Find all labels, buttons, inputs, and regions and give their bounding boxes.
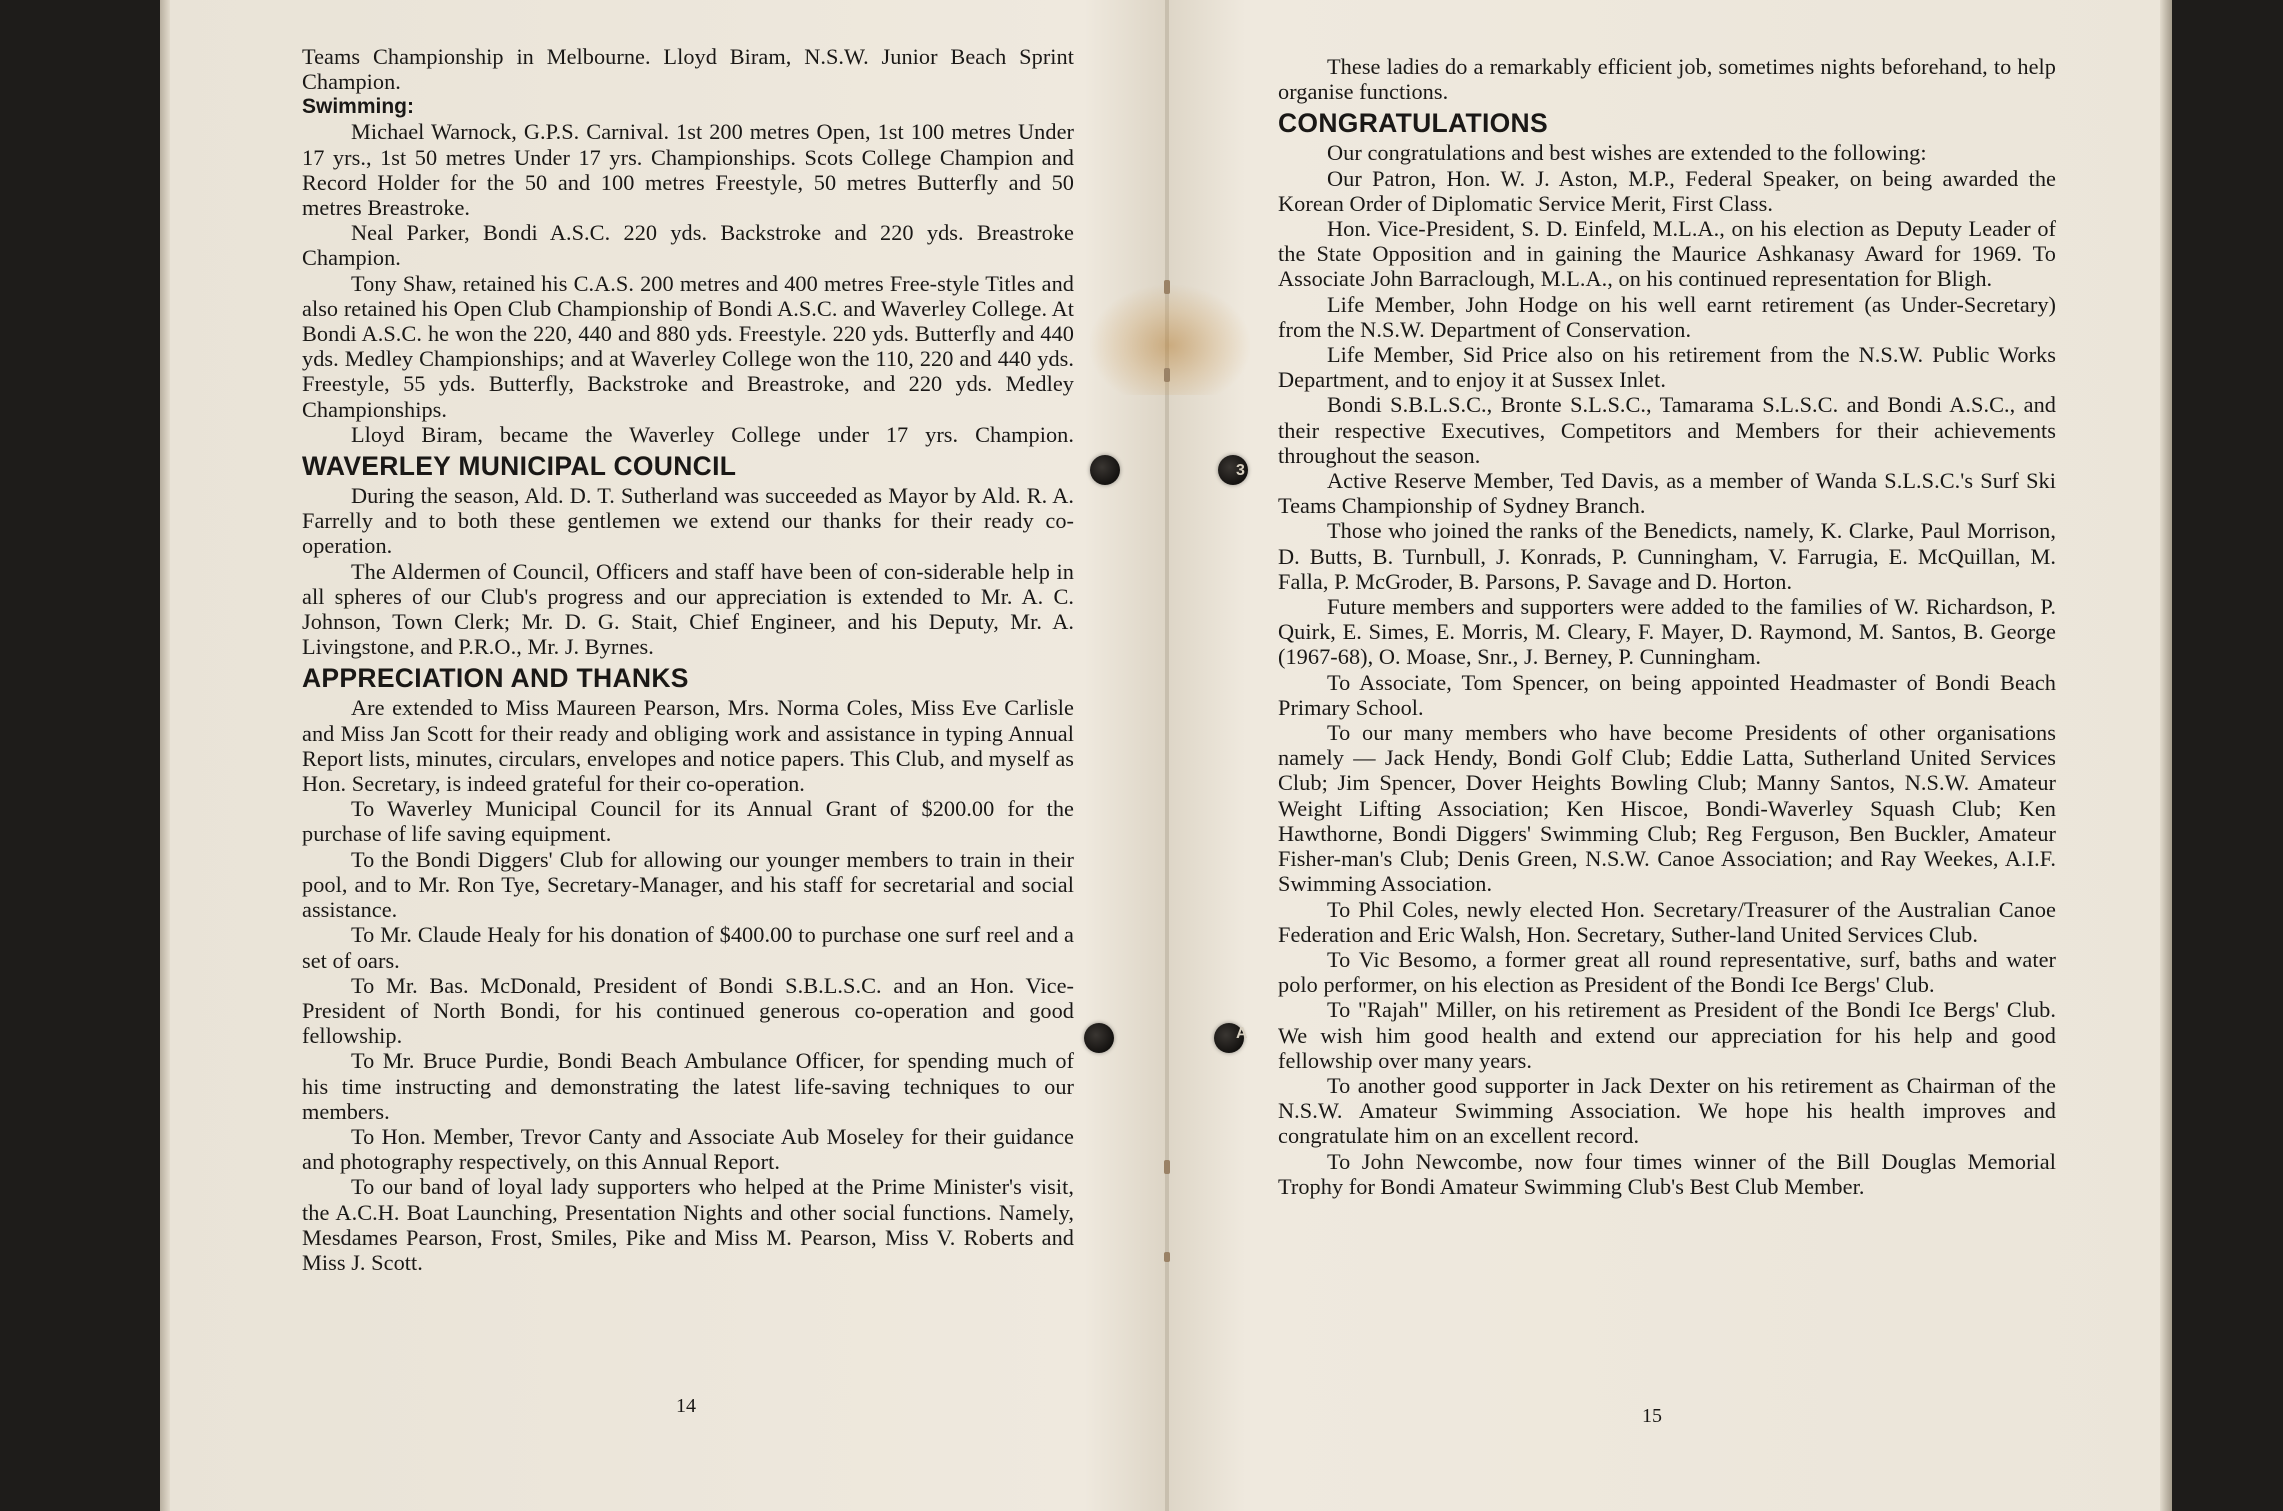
page-edge-right (2160, 0, 2172, 1511)
paragraph: Future members and supporters were added to the families of W. Richardson, P. Quirk, E. Simes, E. Morris, M. Cleary, F. Mayer, D. Raymond, M. Santos, B. George (1967-68), O. Moase, Snr., J. Berney, P. Cunningham. (1278, 594, 2056, 670)
swimming-subheading: Swimming: (302, 95, 415, 119)
punch-hole (1090, 455, 1120, 485)
paragraph: To another good supporter in Jack Dexter on his retirement as Chairman of the N.S.W. Amateur Swimming Association. We hope his health improves and congratulate him on an excellent record. (1278, 1072, 2056, 1149)
section-heading-council: WAVERLEY MUNICIPAL COUNCIL (302, 451, 737, 482)
staple-mark (1164, 1252, 1170, 1262)
staple-mark (1164, 368, 1170, 382)
paragraph: The Aldermen of Council, Officers and staff have been of con-siderable help in all spheres of our Club's progress and our appreciation is extended to Mr. A. C. Johnson, Town Clerk; Mr. D. G. Stait, Chief Engineer, and his Deputy, Mr. A. Livingstone, and P.R.O., Mr. J. Byrnes. (302, 558, 1074, 660)
paragraph: Life Member, Sid Price also on his retirement from the N.S.W. Public Works Department, and to enjoy it at Sussex Inlet. (1278, 342, 2056, 393)
paragraph: To the Bondi Diggers' Club for allowing our younger members to train in their pool, and to Mr. Ron Tye, Secretary-Manager, and his staff for secretarial and social assistance. (302, 846, 1074, 923)
page-number-left: 14 (676, 1395, 696, 1417)
paragraph: Those who joined the ranks of the Benedicts, namely, K. Clarke, Paul Morrison, D. Butts, B. Turnbull, J. Konrads, P. Cunningham, V. Farrugia, E. McQuillan, M. Falla, P. McGroder, B. Parsons, P. Savage and D. Horton. (1278, 518, 2056, 594)
paragraph: During the season, Ald. D. T. Sutherland was succeeded as Mayor by Ald. R. A. Farrelly and to both these gentlemen we extend our thanks for their ready co-operation. (302, 483, 1074, 559)
paragraph: To John Newcombe, now four times winner of the Bill Douglas Memorial Trophy for Bondi Amateur Swimming Club's Best Club Member. (1278, 1148, 2056, 1199)
paragraph: To "Rajah" Miller, on his retirement as President of the Bondi Ice Bergs' Club. We wish him good health and extend our appreciation for his help and good fellowship over many years. (1278, 997, 2056, 1073)
paragraph: Our Patron, Hon. W. J. Aston, M.P., Federal Speaker, on being awarded the Korean Order of Diplomatic Service Merit, First Class. (1278, 165, 2056, 216)
paragraph: To Mr. Bruce Purdie, Bondi Beach Ambulance Officer, for spending much of his time instructing and demonstrating the latest life-saving techniques to our members. (302, 1048, 1074, 1124)
paragraph: To Phil Coles, newly elected Hon. Secretary/Treasurer of the Australian Canoe Federation and Eric Walsh, Hon. Secretary, Suther-land United Services Club. (1278, 896, 2056, 947)
punch-hole-label: 3 (1236, 462, 1245, 479)
paragraph: To Mr. Claude Healy for his donation of $400.00 to purchase one surf reel and a set of oars. (302, 922, 1074, 973)
paragraph: To our band of loyal lady supporters who helped at the Prime Minister's visit, the A.C.H. Boat Launching, Presentation Nights and other social functions. Namely, Mesdames Pearson, Frost, Smiles, Pike and Miss M. Pearson, Miss V. Roberts and Miss J. Scott. (302, 1174, 1074, 1275)
paragraph: Tony Shaw, retained his C.A.S. 200 metres and 400 metres Free-style Titles and also retained his Open Club Championship of Bondi A.S.C. and Waverley College. At Bondi A.S.C. he won the 220, 440 and 880 yds. Freestyle. 220 yds. Butterfly and 440 yds. Medley Championships; and at Waverley College won the 110, 220 and 440 yds. Freestyle, 55 yds. Butterfly, Backstroke and Breastroke, and 220 yds. Medley Championships. (302, 270, 1074, 422)
paragraph: Hon. Vice-President, S. D. Einfeld, M.L.A., on his election as Deputy Leader of the State Opposition and in gaining the Maurice Ashkanasy Award for 1969. To Associate John Barraclough, M.L.A., on his continued representation for Bligh. (1278, 216, 2056, 292)
section-heading-congratulations: CONGRATULATIONS (1278, 108, 1548, 139)
paragraph: These ladies do a remarkably efficient job, sometimes nights beforehand, to help organise functions. (1278, 54, 2056, 105)
staple-mark (1164, 1160, 1170, 1174)
staple-mark (1164, 280, 1170, 294)
rust-stain (1090, 285, 1250, 395)
section-heading-appreciation: APPRECIATION AND THANKS (302, 663, 689, 694)
intro-text: Teams Championship in Melbourne. Lloyd Biram, N.S.W. Junior Beach Sprint Champion. (302, 44, 1074, 95)
right-page (1278, 54, 2056, 1199)
page-edge-left (160, 0, 170, 1511)
left-page (302, 44, 1074, 1275)
punch-hole (1084, 1023, 1114, 1053)
paragraph: To Vic Besomo, a former great all round representative, surf, baths and water polo performer, on his election as President of the Bondi Ice Bergs' Club. (1278, 946, 2056, 998)
paragraph: Neal Parker, Bondi A.S.C. 220 yds. Backstroke and 220 yds. Breastroke Champion. (302, 220, 1074, 271)
paragraph: Lloyd Biram, became the Waverley College under 17 yrs. Champion. (351, 421, 1074, 447)
paragraph: Bondi S.B.L.S.C., Bronte S.L.S.C., Tamarama S.L.S.C. and Bondi A.S.C., and their respective Executives, Competitors and Members for their achievements throughout the season. (1278, 392, 2056, 468)
paragraph: To Associate, Tom Spencer, on being appointed Headmaster of Bondi Beach Primary School. (1278, 669, 2056, 720)
paragraph: Are extended to Miss Maureen Pearson, Mrs. Norma Coles, Miss Eve Carlisle and Miss Jan Scott for their ready and obliging work and assistance in typing Annual Report lists, minutes, circulars, envelopes and notice papers. This Club, and myself as Hon. Secretary, is indeed grateful for their co-operation. (302, 695, 1074, 797)
paragraph: Active Reserve Member, Ted Davis, as a member of Wanda S.L.S.C.'s Surf Ski Teams Championship of Sydney Branch. (1278, 468, 2056, 519)
paragraph: Life Member, John Hodge on his well earnt retirement (as Under-Secretary) from the N.S.W. Department of Conservation. (1278, 291, 2056, 342)
paragraph: To Hon. Member, Trevor Canty and Associate Aub Moseley for their guidance and photography respectively, on this Annual Report. (302, 1123, 1074, 1175)
binding-gutter (1165, 0, 1169, 1511)
punch-hole-label: A (1236, 1025, 1248, 1042)
paragraph: To Mr. Bas. McDonald, President of Bondi S.B.L.S.C. and an Hon. Vice-President of North Bondi, for his continued generous co-operation and good fellowship. (302, 972, 1074, 1049)
paragraph: To Waverley Municipal Council for its Annual Grant of $200.00 for the purchase of life saving equipment. (302, 796, 1074, 847)
paragraph: Our congratulations and best wishes are extended to the following: (1327, 140, 1927, 166)
page-number-right: 15 (1642, 1405, 1662, 1427)
paragraph: To our many members who have become Presidents of other organisations namely — Jack Hendy, Bondi Golf Club; Eddie Latta, Sutherland United Services Club; Jim Spencer, Dover Heights Bowling Club; Manny Santos, N.S.W. Amateur Weight Lifting Association; Ken Hiscoe, Bondi-Waverley Squash Club; Ken Hawthorne, Bondi Diggers' Swimming Club; Reg Ferguson, Ben Buckler, Amateur Fisher-man's Club; Denis Green, N.S.W. Canoe Association; and Ray Weekes, A.I.F. Swimming Association. (1278, 720, 2056, 897)
paragraph: Michael Warnock, G.P.S. Carnival. 1st 200 metres Open, 1st 100 metres Under 17 yrs., 1st 50 metres Under 17 yrs. Championships. Scots College Champion and Record Holder for the 50 and 100 metres Freestyle, 50 metres Butterfly and 50 metres Breastroke. (302, 119, 1074, 221)
